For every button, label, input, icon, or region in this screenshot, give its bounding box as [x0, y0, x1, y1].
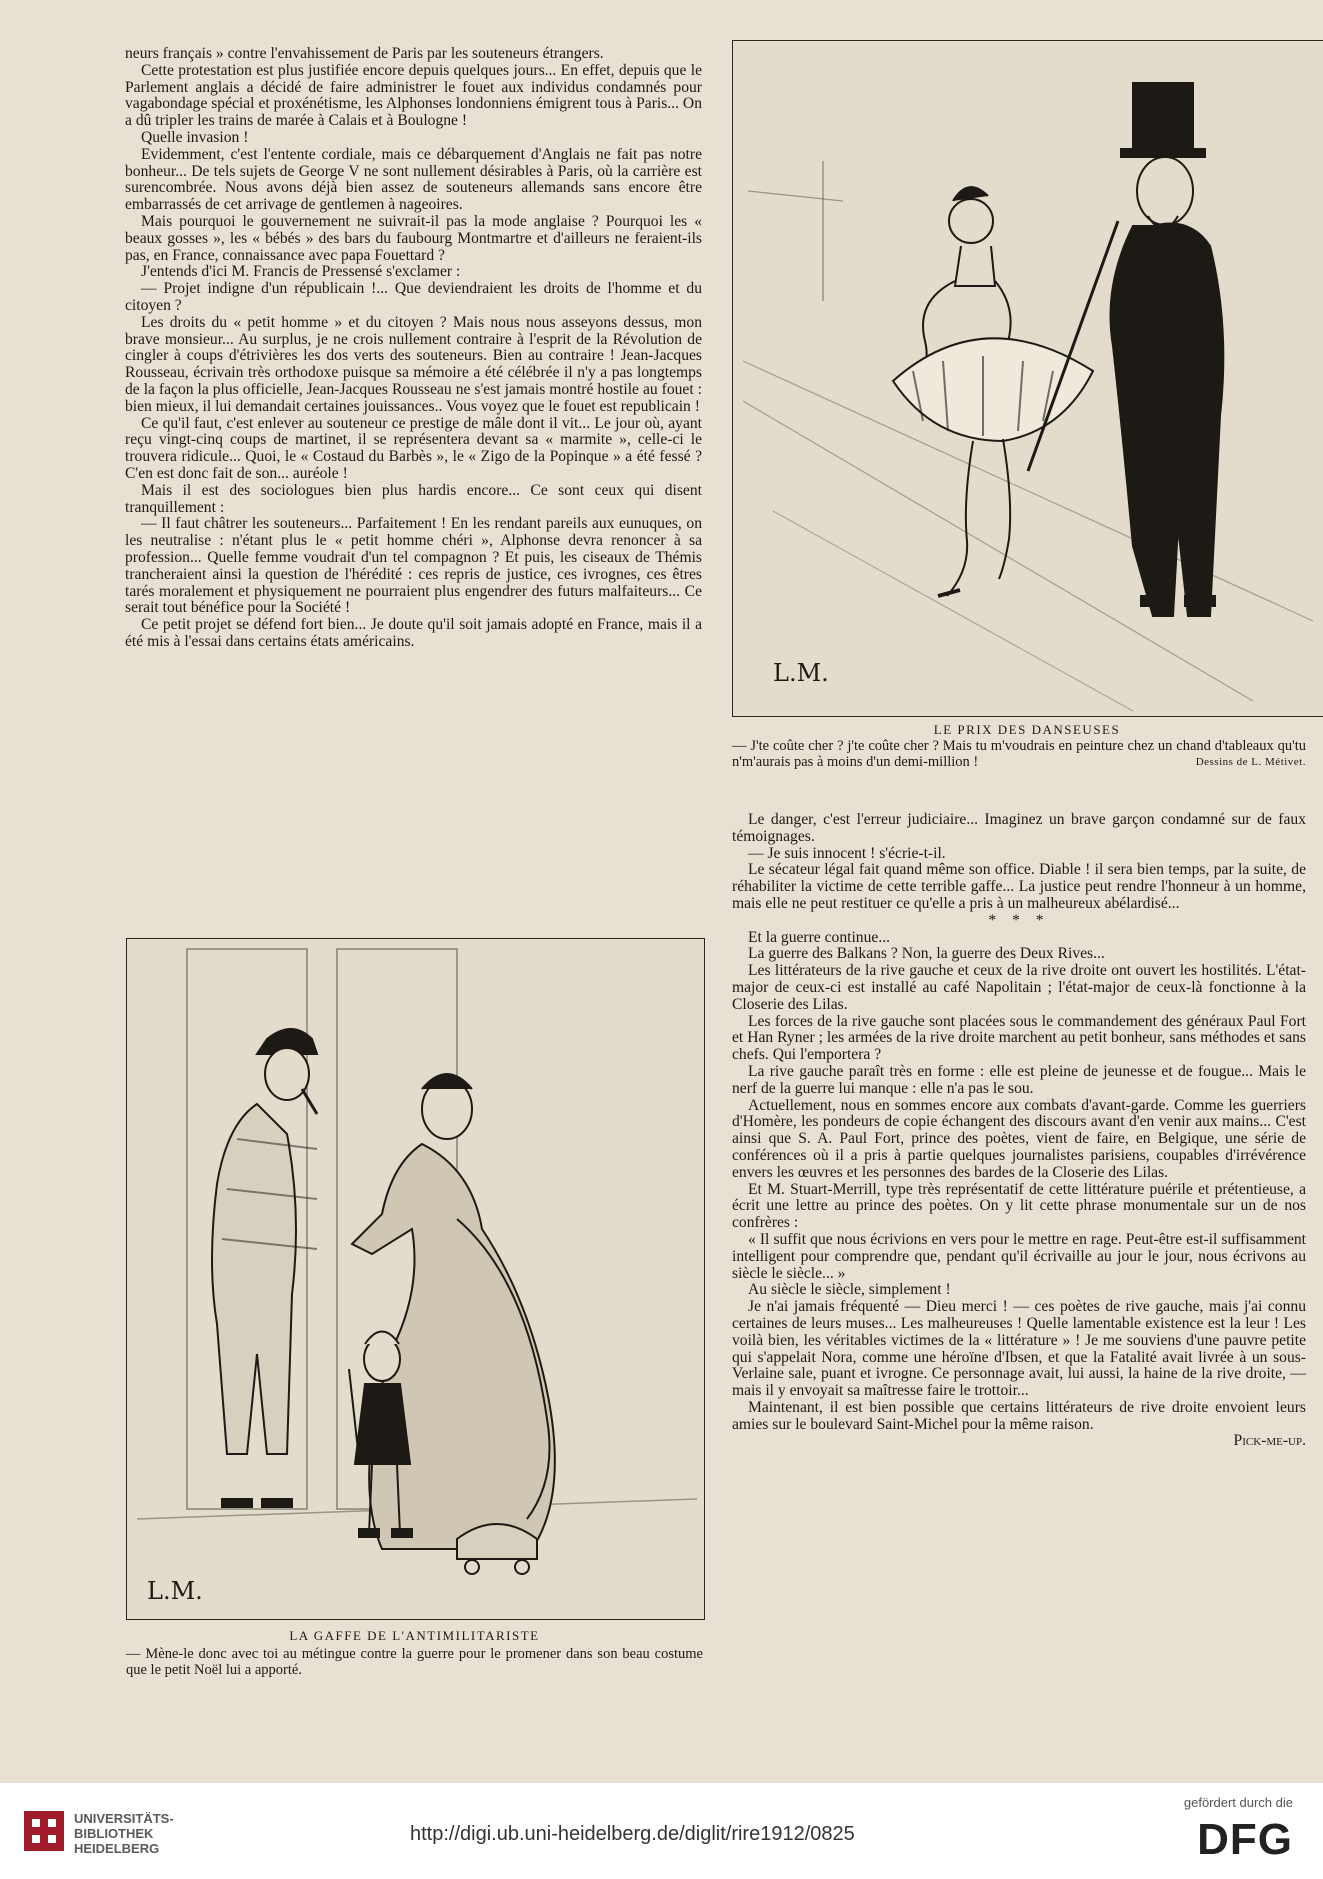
illustration-antimilitarist	[126, 938, 705, 1620]
paragraph: Et M. Stuart-Merrill, type très représentatif de cette littérature puérile et prétentieuse, a écrit une lettre au prince des poètes. On y lit cette phrase monumentale sur un de nos confrères :	[732, 1180, 1306, 1232]
illustration-credit: Dessins de L. Métivet.	[1195, 756, 1306, 768]
left-column-text	[125, 46, 702, 651]
article-signature: Pick-me-up.	[1233, 1432, 1306, 1450]
funding-label: gefördert durch die	[1183, 1795, 1293, 1810]
paragraph: La guerre des Balkans ? Non, la guerre des Deux Rives...	[748, 945, 1105, 963]
paragraph: Ce qu'il faut, c'est enlever au souteneur ce prestige de mâle dont il vit... Le jour où, ayant reçu vingt-cinq coups de martinet, il se représentera devant sa « marmite », celle-ci le trouvera ridicule... Quoi, le « Costaud du Barbès », le « Zigo de la Popinque » a été fessé ? C'en est donc fait de son... auréole !	[125, 414, 702, 482]
library-name	[74, 1811, 174, 1856]
paragraph: Les littérateurs de la rive gauche et ceux de la rive droite ont ouvert les hostilités. L'état-major de ceux-ci est installé au café Napolitain ; l'état-major de ceux-là fonctionne à la Closerie des Lilas.	[732, 962, 1306, 1013]
right-column-text	[732, 812, 1306, 1450]
paragraph: « Il suffit que nous écrivions en vers pour le mettre en rage. Peut-être est-il suffisamment intelligent pour comprendre que, pendant qu'il écrivaille au jour le jour, nous écrivons au siècle le siècle... »	[732, 1230, 1306, 1282]
library-name-line: HEIDELBERG	[74, 1841, 160, 1856]
paragraph: Les droits du « petit homme » et du citoyen ? Mais nous nous asseyons dessus, mon brave monsieur... Au surplus, je ne crois nullement contraire à l'esprit de la Révolution de cingler à coups d'étrivières les dos verts des souteneurs. Bien au contraire ! Jean-Jacques Rousseau, écrivain très orthodoxe puisque sa mémoire a été célébrée il n'y a pas longtemps de la façon la plus officielle, Jean-Jacques Rousseau ne s'est jamais montré hostile au fouet : bien mieux, il lui demandait certaines jouissances.. Vous voyez que le fouet est republicain !	[125, 313, 702, 415]
university-library-logo-icon	[22, 1809, 66, 1853]
illustration-signature: L.M.	[147, 1577, 203, 1605]
paragraph: Le sécateur légal fait quand même son office. Diable ! il sera bien temps, par la suite, de réhabiliter la victime de cette terrible gaffe... La justice peut rendre l'honneur à un homme, mais elle ne peut restituer ce qu'elle a pris à un malheureux abélardisé...	[732, 861, 1306, 912]
paragraph: Quelle invasion !	[141, 128, 249, 146]
paragraph: Evidemment, c'est l'entente cordiale, mais ce débarquement d'Anglais ne fait pas notre bonheur... De tels sujets de George V ne sont nullement désirables à Paris, où la carrière est surencombrée. Nous avons déjà bien assez de souteneurs allemands sans encore être embarrassés de cet arrivage de gentlemen à nageoires.	[125, 145, 702, 214]
library-name-line: BIBLIOTHEK	[74, 1826, 154, 1841]
paragraph: neurs français » contre l'envahissement de Paris par les souteneurs étrangers.	[125, 45, 604, 62]
paragraph: Cette protestation est plus justifiée encore depuis quelques jours... En effet, depuis que le Parlement anglais a décidé de faire administrer le fouet aux individus condamnés pour vagabondage spécial et proxénétisme, les Alphonses londonniens émigrent tous à Paris... On a dû tripler les trains de marée à Calais et à Boulogne !	[125, 61, 702, 130]
paragraph: Mais il est des sociologues bien plus hardis encore... Ce sont ceux qui disent tranquillement :	[125, 481, 702, 516]
illustration-dancer-and-gentleman	[732, 40, 1323, 717]
caption-text: — J'te coûte cher ? j'te coûte cher ? Mais tu m'voudrais en peinture chez un chand d'tableaux qu'tu n'm'aurais pas à moins d'un demi-million !	[732, 738, 1306, 770]
dfg-logo: DFG	[1197, 1815, 1293, 1864]
paragraph: Actuellement, nous en sommes encore aux combats d'avant-garde. Comme les guerriers d'Homère, les pondeurs de copie échangent des discours avant d'en venir aux mains... C'est ainsi que S. A. Paul Fort, prince des poètes, vient de faire, en Belgique, une série de conférences où il a pris à partie quelques journalistes parisiens, coupables d'irrévérence envers les œuvres et les personnes des bardes de la Closerie des Lilas.	[732, 1096, 1306, 1181]
paragraph: Le danger, c'est l'erreur judiciaire... Imaginez un brave garçon condamné sur de faux témoignages.	[732, 811, 1306, 845]
footer-bar	[0, 1782, 1323, 1879]
paragraph: La rive gauche paraît très en forme : elle est pleine de jeunesse et de fougue... Mais le nerf de la guerre lui manque : elle n'a pas le sou.	[732, 1062, 1306, 1097]
paragraph: Maintenant, il est bien possible que certains littérateurs de rive droite envoient leurs amies sur le boulevard Saint-Michel pour la même raison.	[732, 1398, 1306, 1433]
paragraph: Les forces de la rive gauche sont placées sous le commandement des généraux Paul Fort et Han Ryner ; les armées de la rive droite marchent au petit bonheur, sans méthodes et sans chefs. Qui l'emportera ?	[732, 1012, 1306, 1064]
right-illustration-caption	[732, 738, 1306, 770]
dancer-drawing	[733, 41, 1323, 716]
paragraph: — Projet indigne d'un républicain !... Que deviendraient les droits de l'homme et du citoyen ?	[125, 280, 702, 314]
paragraph: Et la guerre continue...	[748, 928, 891, 946]
paragraph: Au siècle le siècle, simplement !	[748, 1281, 951, 1299]
paragraph: — Il faut châtrer les souteneurs... Parfaitement ! En les rendant pareils aux eunuques, on les neutralise : n'étant plus le « petit homme chéri », Alphonse devra renoncer à sa profession... Quelle femme voudrait d'un tel compagnon ? Et puis, les ciseaux de Thémis trancheraient ainsi la question de l'hérédité : ces repris de justice, ces ivrognes, ces êtres tarés moralement et physiquement ne pourraient plus engendrer des futurs malfaiteurs... Ce serait tout bénéfice pour la Société !	[125, 515, 702, 617]
left-illustration-caption: — Mène-le donc avec toi au métingue contre la guerre pour le promener dans son beau costume que le petit Noël lui a apporté.	[126, 1646, 703, 1678]
paragraph: J'entends d'ici M. Francis de Pressensé s'exclamer :	[141, 263, 461, 281]
paragraph: Ce petit projet se défend fort bien... Je doute qu'il soit jamais adopté en France, mais il a été mis à l'essai dans certains états américains.	[125, 616, 702, 650]
antimilitarist-drawing	[127, 939, 704, 1619]
paragraph: — Je suis innocent ! s'écrie-t-il.	[748, 844, 946, 862]
permalink-url[interactable]: http://digi.ub.uni-heidelberg.de/diglit/rire1912/0825	[410, 1823, 855, 1845]
library-name-line: UNIVERSITÄTS-	[74, 1811, 174, 1826]
left-illustration-title: LA GAFFE DE L'ANTIMILITARISTE	[289, 1628, 540, 1643]
paragraph: Mais pourquoi le gouvernement ne suivrait-il pas la mode anglaise ? Pourquoi les « beaux gosses », les « bébés » des bars du faubourg Montmartre et d'ailleurs ne feraient-ils pas, en France, connaissance avec papa Fouettard ?	[125, 212, 702, 264]
paragraph: Je n'ai jamais fréquenté — Dieu merci ! — ces poètes de rive gauche, mais j'ai connu certaines de leurs muses... Les malheureuses ! Quelle lamentable existence est la leur ! Les voilà bien, les véritables victimes de la « littérature » ! Je me souviens d'une pauvre petite qui s'appelait Nora, comme une héroïne d'Ibsen, et que la Fatalité avait livrée à un sous-Verlaine sale, puant et ivrogne. Ce personnage avait, lui aussi, la haine de la rive droite, — mais il y envoyait sa maîtresse faire le trottoir...	[732, 1298, 1306, 1400]
illustration-signature: L.M.	[773, 659, 829, 687]
right-illustration-title: LE PRIX DES DANSEUSES	[933, 722, 1121, 737]
section-separator: * * *	[988, 911, 1050, 929]
